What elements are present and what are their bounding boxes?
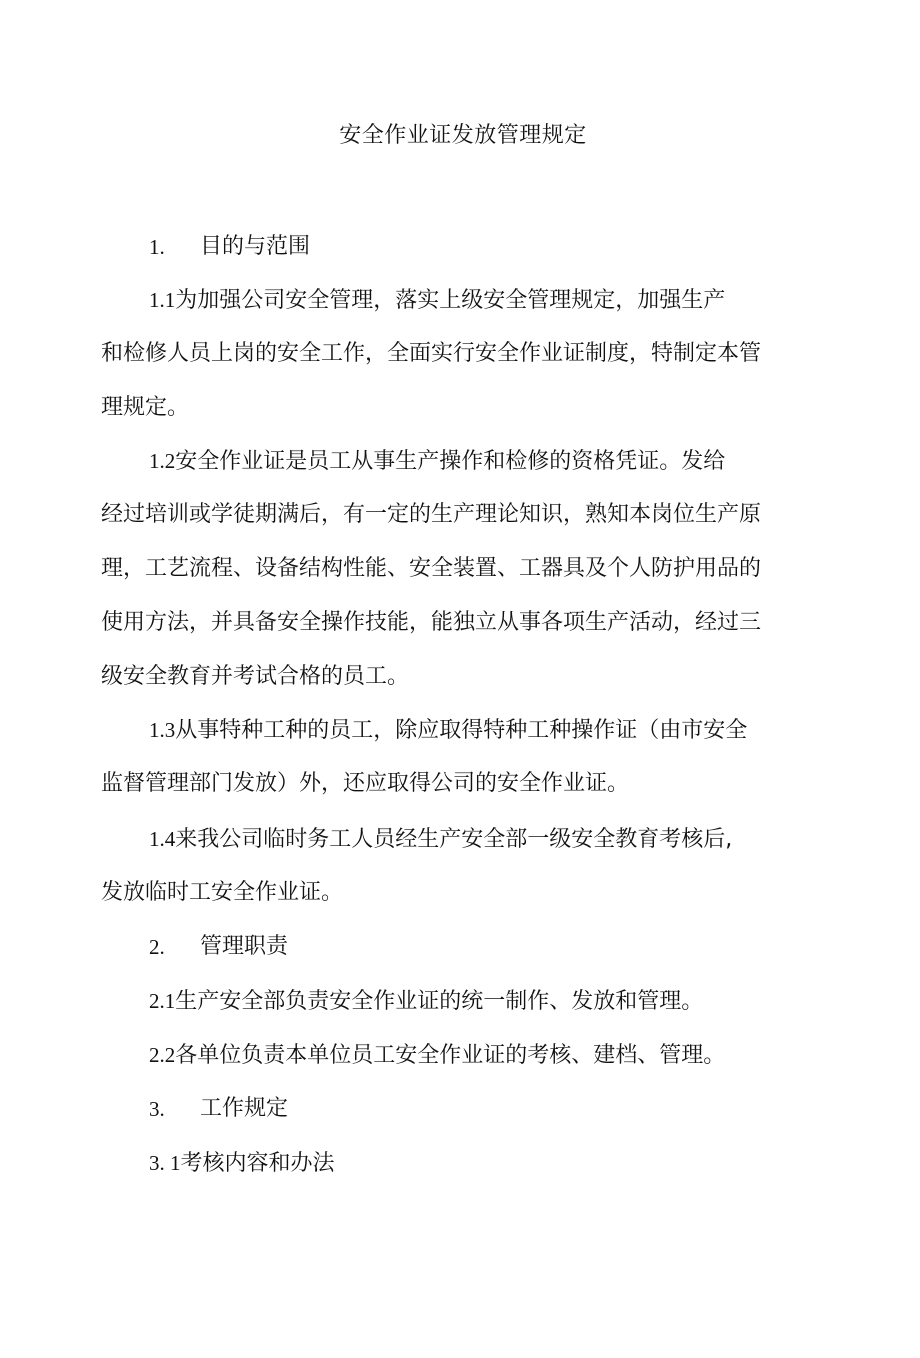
paragraph-1-2-line-5: 级安全教育并考试合格的员工。: [101, 664, 410, 689]
section-1-title: 目的与范围: [200, 234, 311, 259]
section-3-number: 3.: [149, 1097, 165, 1121]
paragraph-1-2-line-4: 使用方法，并具备安全操作技能，能独立从事各项生产活动，经过三: [101, 610, 762, 635]
section-2-title: 管理职责: [200, 934, 289, 959]
paragraph-2-1: 2.1生产安全部负责安全作业证的统一制作、发放和管理。: [149, 989, 704, 1014]
paragraph-1-4-number: 1.4: [149, 827, 176, 851]
section-1-number: 1.: [149, 235, 165, 259]
paragraph-3-1: 3. 1考核内容和办法: [149, 1151, 335, 1176]
paragraph-1-1-line-2: 和检修人员上岗的安全工作，全面实行安全作业证制度，特制定本管: [101, 341, 762, 366]
paragraph-1-3-line-2: 监督管理部门发放）外，还应取得公司的安全作业证。: [101, 771, 630, 796]
document-title: 安全作业证发放管理规定: [339, 123, 587, 148]
paragraph-1-1-number: 1.1: [149, 288, 176, 312]
paragraph-1-2-number: 1.2: [149, 449, 176, 473]
section-3-title: 工作规定: [200, 1096, 289, 1121]
paragraph-1-3-number: 1.3: [149, 718, 176, 742]
paragraph-1-4-line-2: 发放临时工安全作业证。: [101, 880, 344, 905]
paragraph-1-1-line-1: 1.1为加强公司安全管理，落实上级安全管理规定，加强生产: [149, 288, 726, 313]
paragraph-1-2-line-1: 1.2安全作业证是员工从事生产操作和检修的资格凭证。发给: [149, 449, 726, 474]
section-2-number: 2.: [149, 935, 165, 959]
paragraph-1-1-line-3: 理规定。: [101, 395, 190, 420]
paragraph-2-2-number: 2.2: [149, 1043, 176, 1067]
paragraph-1-2-line-3: 理，工艺流程、设备结构性能、安全装置、工器具及个人防护用品的: [101, 556, 762, 581]
paragraph-1-4-line-1: 1.4来我公司临时务工人员经生产安全部一级安全教育考核后,: [149, 827, 733, 852]
paragraph-3-1-number: 3. 1: [149, 1151, 181, 1175]
paragraph-2-2: 2.2各单位负责本单位员工安全作业证的考核、建档、管理。: [149, 1043, 726, 1068]
paragraph-1-3-line-1: 1.3从事特种工种的员工，除应取得特种工种操作证（由市安全: [149, 718, 748, 743]
paragraph-2-1-number: 2.1: [149, 989, 176, 1013]
paragraph-1-2-line-2: 经过培训或学徒期满后，有一定的生产理论知识，熟知本岗位生产原: [101, 502, 762, 527]
